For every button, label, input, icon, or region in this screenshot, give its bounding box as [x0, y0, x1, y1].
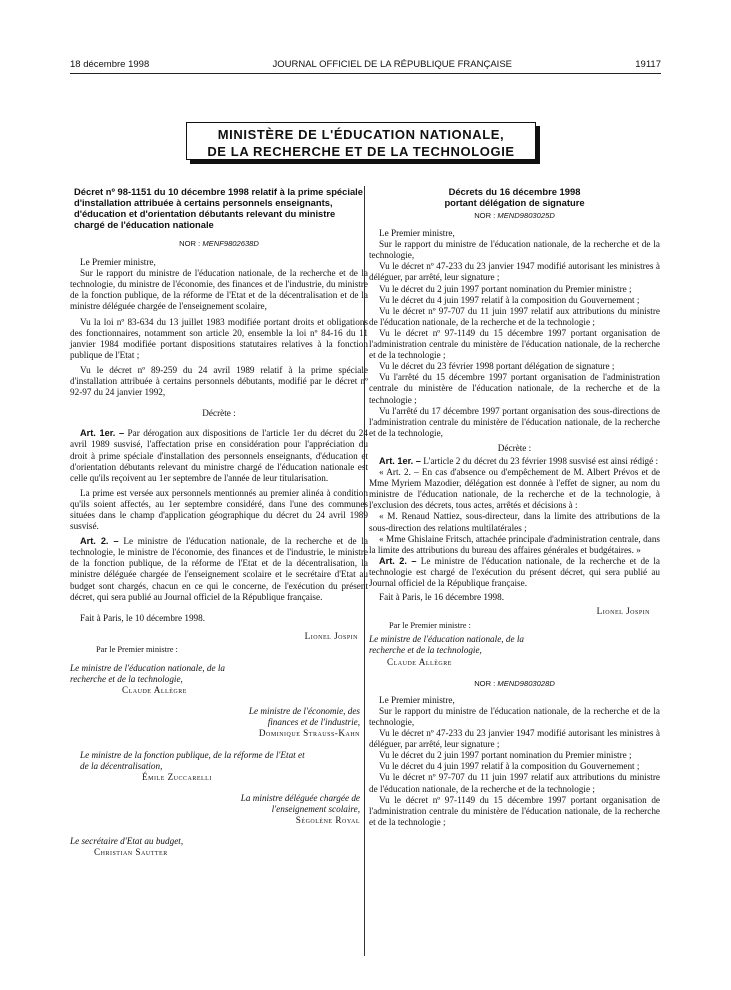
nor-code: MEND9803028D — [497, 678, 555, 688]
quoted-paragraph: « Art. 2. – En cas d'absence ou d'empêchement de M. Albert Prévos et de Mme Myriem Mazodier, délégation est donnée à l'effet de signer, au nom du ministre de l'éducation nationale, de la recherche et de la technologie, à l'exclusion des décrets, tous actes, arrêtés et décisions à : — [369, 467, 660, 511]
right-column — [369, 186, 660, 828]
paragraph: Le Premier ministre, — [80, 257, 156, 268]
paragraph: Vu l'arrêté du 17 décembre 1997 portant organisation des sous-directions de l'administration centrale du ministère de l'éducation nationale, de la recherche et de la technologie, — [369, 405, 660, 438]
header-journal-title: JOURNAL OFFICIEL DE LA RÉPUBLIQUE FRANÇAISE — [272, 58, 512, 70]
paragraph: Sur le rapport du ministre de l'éducation nationale, de la recherche et de la technologie, — [369, 705, 660, 727]
paragraph: Vu la loi nº 83-634 du 13 juillet 1983 modifiée portant droits et obligations des fonctionnaires, notamment son article 20, ensemble la loi nº 84-16 du 11 janvier 1984 modifiée portant dispositions statutaires relatives à la fonction publique de l'Etat ; — [70, 316, 368, 360]
signature-block — [210, 793, 360, 826]
paragraph: Vu le décret nº 97-1149 du 15 décembre 1997 portant organisation de l'administration centrale du ministère de l'éducation nationale, de la recherche et de la technologie ; — [369, 794, 660, 827]
signatory-name: Christian Sautter — [94, 847, 168, 858]
signatory-name: Claude Allègre — [122, 685, 187, 696]
article-label: Art. 1er. – — [80, 428, 125, 439]
article-label: Art. 2. – — [379, 555, 417, 566]
signature-block — [70, 750, 305, 783]
signature-block — [369, 634, 544, 667]
decree-title: Décrets du 16 décembre 1998 — [448, 186, 581, 197]
article-text: L'article 2 du décret du 23 février 1998 susvisé est ainsi rédigé : — [420, 455, 659, 466]
paragraph: Vu le décret nº 97-707 du 11 juin 1997 relatif aux attributions du ministre de l'éducation nationale, de la recherche et de la technologie ; — [369, 772, 660, 794]
signature-prime-minister: Lionel Jospin — [304, 630, 358, 641]
ministry-box — [186, 122, 536, 160]
article-text: Le ministre de l'éducation nationale, de la recherche et de la technologie, le ministre de l'économie, des finances et de l'industrie, le ministre de la fonction publique, de la réforme de l'Etat et de la décentralisation, la ministre déléguée chargée de l'enseignement scolaire et le secrétaire d'Etat au budget sont chargés, chacun en ce qui le concerne, de l'exécution du présent décret, qui sera publié au Journal officiel de la République française. — [70, 536, 369, 602]
by-prime-minister: Par le Premier ministre : — [389, 621, 471, 631]
paragraph: Vu le décret du 23 février 1998 portant délégation de signature ; — [379, 361, 615, 372]
header-date: 18 décembre 1998 — [70, 58, 150, 70]
header-page-number: 19117 — [635, 58, 661, 70]
nor-reference — [70, 238, 368, 249]
signature-prime-minister: Lionel Jospin — [596, 606, 650, 617]
article-label: Art. 1er. – — [379, 455, 421, 466]
paragraph: Le Premier ministre, — [379, 228, 455, 239]
paragraph: Vu le décret nº 97-707 du 11 juin 1997 relatif aux attributions du ministre de l'éducation nationale, de la recherche et de la technologie ; — [369, 305, 660, 327]
article-text: Par dérogation aux dispositions de l'article 1er du décret du 24 avril 1989 susvisé, l'affectation prise en considération pour l'appréciation du droit à prime spéciale d'installation des personnels enseignants, d'éducation et d'orientation débutants relevant du ministre chargé de l'éducation nationale est celle qu'ils reçoivent au 1er septembre de l'année de leur titularisation. — [70, 428, 368, 483]
article-label: Art. 2. – — [80, 536, 119, 547]
article-2 — [369, 556, 660, 589]
nor-label: NOR : — [179, 239, 203, 248]
nor-reference — [369, 210, 660, 221]
quoted-paragraph: « M. Renaud Nattiez, sous-directeur, dans la limite des attributions de la sous-direction des relations multilatérales ; — [369, 511, 660, 533]
article-1 — [70, 428, 368, 483]
paragraph: Vu le décret nº 97-1149 du 15 décembre 1997 portant organisation de l'administration centrale du ministère de l'éducation nationale, de la recherche et de la technologie ; — [369, 327, 660, 361]
header-rule — [70, 73, 661, 74]
ministry-line-2: DE LA RECHERCHE ET DE LA TECHNOLOGIE — [207, 144, 515, 159]
paragraph: Vu le décret du 4 juin 1997 relatif à la composition du Gouvernement ; — [379, 761, 640, 772]
paragraph: Sur le rapport du ministre de l'éducation nationale, de la recherche et de la technologie, — [369, 239, 660, 261]
article-text: Le ministre de l'éducation nationale, de la recherche et de la technologie est chargé de l'exécution du présent décret, qui sera publié au Journal officiel de la République française. — [369, 555, 661, 588]
paragraph: Vu le décret du 4 juin 1997 relatif à la composition du Gouvernement ; — [379, 294, 640, 305]
paragraph: Vu le décret nº 47-233 du 23 janvier 1947 modifié autorisant les ministres à déléguer, par arrêté, leur signature ; — [369, 261, 660, 283]
ministry-line-1: MINISTÈRE DE L'ÉDUCATION NATIONALE, — [217, 127, 505, 142]
signature-block — [70, 836, 250, 858]
decree-title: Décret nº 98-1151 du 10 décembre 1998 relatif à la prime spéciale d'installation attribuée à certains personnels enseignants, d'éducation et d'orientation débutants relevant du ministre chargé de l'éducation nationale — [74, 186, 363, 230]
left-column — [70, 186, 368, 858]
decree-subtitle: portant délégation de signature — [444, 197, 585, 208]
place-date: Fait à Paris, le 10 décembre 1998. — [80, 612, 206, 623]
paragraph: Sur le rapport du ministre de l'éducation nationale, de la recherche et de la technologie, du ministre de l'économie, des finances et de l'industrie, du ministre de la fonction publique, de la réforme de l'Etat et de la décentralisation et de la ministre déléguée chargée de l'enseignement scolaire, — [70, 268, 368, 312]
signatory-title: Le secrétaire d'Etat au budget, — [70, 836, 184, 847]
place-date: Fait à Paris, le 16 décembre 1998. — [379, 592, 505, 603]
signature-block — [220, 706, 360, 739]
nor-label: NOR : — [474, 678, 498, 688]
quoted-paragraph: « Mme Ghislaine Fritsch, attachée principale d'administration centrale, dans la limite des attributions du bureau des affaires générales et budgétaires. » — [369, 533, 660, 555]
article-2 — [70, 536, 368, 603]
nor-code: MEND9803025D — [497, 211, 555, 220]
decrete-heading: Décrète : — [497, 442, 532, 453]
nor-code: MENF9802638D — [202, 239, 259, 248]
signature-block — [70, 663, 245, 696]
page-header — [70, 57, 661, 71]
article-1 — [369, 456, 660, 467]
signatory-title: Le ministre de l'économie, des finances et de l'industrie, — [248, 706, 360, 728]
paragraph: Vu le décret du 2 juin 1997 portant nomination du Premier ministre ; — [379, 750, 632, 761]
signatory-title: La ministre déléguée chargée de l'enseignement scolaire, — [240, 792, 360, 814]
paragraph: Vu le décret nº 89-259 du 24 avril 1989 relatif à la prime spéciale d'installation attribuée à certains personnels débutants, modifié par le décret nº 92-97 du 24 janvier 1992, — [70, 364, 368, 398]
paragraph: Le Premier ministre, — [379, 694, 455, 705]
paragraph: Vu le décret du 2 juin 1997 portant nomination du Premier ministre ; — [379, 283, 632, 294]
signatory-title: Le ministre de la fonction publique, de la réforme de l'Etat et de la décentralisation, — [80, 749, 305, 771]
signatory-name: Ségolène Royal — [295, 815, 360, 826]
signatory-name: Dominique Strauss-Kahn — [258, 728, 360, 739]
by-prime-minister: Par le Premier ministre : — [96, 644, 178, 654]
signatory-name: Claude Allègre — [387, 656, 452, 667]
decrete-heading: Décrète : — [202, 408, 236, 419]
signatory-name: Émile Zuccarelli — [142, 771, 212, 782]
nor-label: NOR : — [474, 211, 498, 220]
signatory-title: Le ministre de l'éducation nationale, de la recherche et de la technologie, — [70, 663, 225, 685]
paragraph: Vu l'arrêté du 15 décembre 1997 portant organisation de l'administration centrale du ministère de l'éducation nationale, de la recherche et de la technologie ; — [369, 372, 660, 405]
paragraph: La prime est versée aux personnels mentionnés au premier alinéa à condition qu'ils soient affectés, au 1er septembre considéré, dans l'une des communes situées dans le champ d'application géographique du décret du 24 avril 1989 susvisé. — [70, 487, 368, 532]
nor-reference — [369, 678, 660, 689]
signatory-title: Le ministre de l'éducation nationale, de la recherche et de la technologie, — [369, 634, 524, 656]
paragraph: Vu le décret nº 47-233 du 23 janvier 1947 modifié autorisant les ministres à déléguer, par arrêté, leur signature ; — [369, 728, 660, 750]
